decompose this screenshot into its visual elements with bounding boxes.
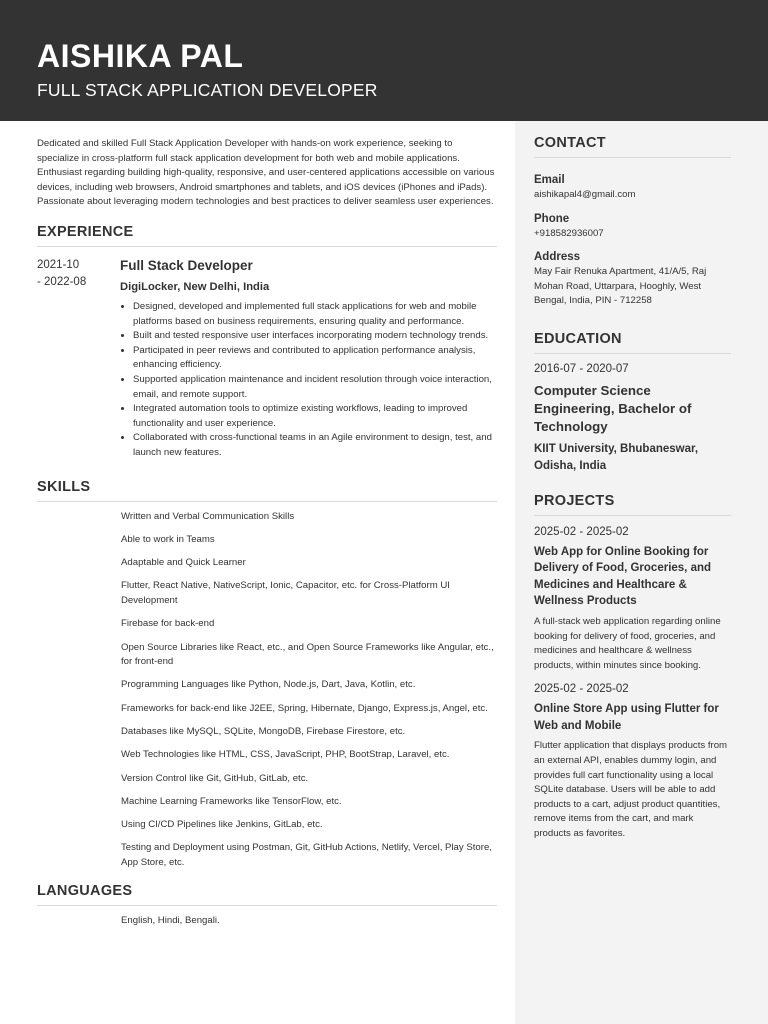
skill-item: Testing and Deployment using Postman, Git, GitHub Actions, Netlify, Vercel, Play Store, App Store, etc. [121,842,492,868]
projects-heading: PROJECTS [534,493,731,516]
contact-heading: CONTACT [534,135,731,158]
experience-date-start: 2021-10 [37,258,80,271]
phone-value[interactable]: +918582936007 [534,227,604,239]
responsibility-item: • Built and tested responsive user interfaces incorporating modern technology trends. [133,329,497,344]
experience-item [37,257,497,461]
address-value: May Fair Renuka Apartment, 41/A/5, Raj Mohan Road, Uttarpara, Hooghly, West Bengal, India, PIN - 712258 [534,266,707,307]
email-value[interactable]: aishikapal4@gmail.com [534,189,636,200]
candidate-role: FULL STACK APPLICATION DEVELOPER [37,80,378,100]
experience-details [120,257,497,461]
main-column [37,137,497,928]
project-dates: 2025-02 - 2025-02 [534,525,629,538]
experience-date-end: - 2022-08 [37,275,87,288]
experience-dates [37,257,120,461]
project-dates: 2025-02 - 2025-02 [534,683,629,696]
project-description: A full-stack web application regarding online booking for delivery of food, groceries, and medicines and healthcare & wellness products, within minutes since booking. [534,615,721,671]
education-section [534,331,731,475]
sidebar-column [534,135,731,842]
education-heading: EDUCATION [534,331,731,354]
job-title: Full Stack Developer [120,257,253,273]
skill-item: Web Technologies like HTML, CSS, JavaScript, PHP, BootStrap, Laravel, etc. [121,749,450,761]
resume-header [0,0,768,121]
languages-heading: LANGUAGES [37,883,497,906]
responsibility-item: • Designed, developed and implemented full stack applications for web and mobile platforms based on business requirements, ensuring quality and performance. [133,300,497,329]
projects-section [534,493,731,842]
project-item [534,526,731,673]
experience-heading: EXPERIENCE [37,224,497,247]
job-company: DigiLocker, New Delhi, India [120,280,270,293]
skills-list [37,510,497,871]
address-label: Address [534,251,581,264]
project-description: Flutter application that displays products from an external API, enables dummy login, and provides full cart functionality using a local SQLite database. Users will be able to add products to a cart, adjust product quantities, remove items from the cart, and mark products as favorites. [534,740,728,839]
skill-item: Using CI/CD Pipelines like Jenkins, GitLab, etc. [121,819,323,831]
contact-section [534,135,731,309]
project-item [534,683,731,841]
skill-item: Firebase for back-end [121,618,215,630]
skill-item: Databases like MySQL, SQLite, MongoDB, Firebase Firestore, etc. [121,725,406,737]
skill-item: Open Source Libraries like React, etc., and Open Source Frameworks like Angular, etc., for front-end [121,641,494,668]
skill-item: Written and Verbal Communication Skills [121,510,295,522]
skill-item: Programming Languages like Python, Node.js, Dart, Java, Kotlin, etc. [121,679,416,691]
skill-item: Flutter, React Native, NativeScript, Ionic, Capacitor, etc. for Cross-Platform UI Development [121,580,450,606]
skills-heading: SKILLS [37,479,497,502]
education-degree: Computer Science Engineering, Bachelor of Technology [534,382,692,434]
skill-item: Version Control like Git, GitHub, GitLab, etc. [121,772,309,784]
responsibility-item: • Collaborated with cross-functional teams in an Agile environment to design, test, and launch new features. [133,431,497,460]
responsibility-item: • Participated in peer reviews and contributed to application performance analysis, enhancing efficiency. [133,344,497,373]
responsibility-item: • Integrated automation tools to optimize existing workflows, leading to improved functionality and user experience. [133,402,497,431]
education-school: KIIT University, Bhubaneswar, Odisha, India [534,442,699,472]
languages-list: English, Hindi, Bengali. [121,914,220,926]
experience-section [37,224,497,461]
responsibility-item: • Supported application maintenance and incident resolution through voice interaction, email, and remote support. [133,373,497,402]
skill-item: Adaptable and Quick Learner [121,557,246,569]
project-title: Web App for Online Booking for Delivery of Food, Groceries, and Medicines and Healthcare & Wellness Products [534,545,712,608]
profile-summary: Dedicated and skilled Full Stack Application Developer with hands-on work experience, seeking to specialize in cross-platform full stack application development for both web and mobile applications. Enthusiast regarding building high-quality, responsive, and user-centered applications accessible on various devices, including web browsers, Android smartphones and tablets, and iOS devices (iPhones and iPads). Passionate about leveraging modern technologies and best practices to deliver seamless user experiences. [37,138,495,208]
education-dates: 2016-07 - 2020-07 [534,362,629,375]
skill-item: Able to work in Teams [121,533,215,545]
skill-item: Machine Learning Frameworks like TensorFlow, etc. [121,795,342,807]
phone-label: Phone [534,212,570,225]
project-title: Online Store App using Flutter for Web and Mobile [534,703,719,732]
job-responsibilities [120,300,497,461]
candidate-name: AISHIKA PAL [37,38,244,74]
skills-section [37,479,497,871]
languages-section [37,883,497,929]
skill-item: Frameworks for back-end like J2EE, Spring, Hibernate, Django, Express.js, Angel, etc. [121,702,488,714]
email-label: Email [534,174,565,186]
